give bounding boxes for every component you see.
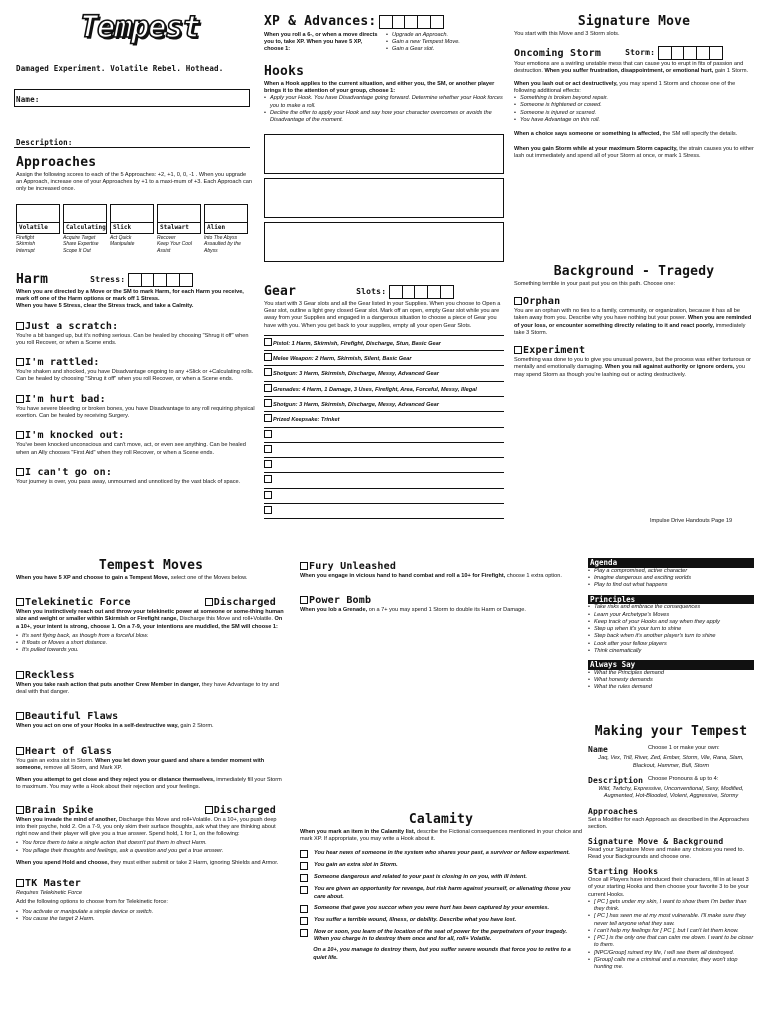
making-descs: Wild, Twitchy, Expressive, Unconventional, Sexy, Modified, Augmented, Hot-Blooded, Violent, Aggressive, Stormy	[598, 786, 744, 800]
background-option-title	[514, 295, 754, 308]
approaches-heading: Approaches	[16, 155, 97, 170]
move-name: Fury Unleashed	[309, 561, 397, 572]
making-approaches-text: Set a Modifier for each Approach as described in the Approaches section.	[588, 817, 750, 831]
background-options	[514, 295, 754, 379]
starting-hook: • [ PC ] is the only one that can calm me down. I want to be closer to them.	[588, 935, 754, 950]
hook-box[interactable]	[264, 178, 504, 218]
calamity-text: Now or soon, you learn of the location of the seat of power for the perpetrators of your tragedy. When you charge in to destroy them once and for all, roll+ Volatile.	[314, 928, 568, 943]
gear-item-text: Shotgun: 3 Harm, Skirmish, Discharge, Messy, Advanced Gear	[273, 371, 439, 378]
background-text: You are an orphan with no ties to a family, community, or organization, because it has all be taken away from you. Describe why you have nothing but your power.	[514, 308, 740, 322]
storm-effect: • Someone is injured or scarred.	[514, 110, 754, 117]
principles-heading: Principles	[588, 595, 754, 605]
background-text-bold: When you are reminded of your loss, or encounter something directly relating to it and react poorly,	[514, 315, 752, 329]
approach-moves	[16, 235, 252, 255]
approach-name: Calculating	[66, 223, 106, 231]
extra-moves	[300, 560, 580, 615]
approaches-text: Assign the following scores to each of the 5 Approaches: +2, +1, 0, 0, -1 . When you upgrade an Approach, increase one of your Approaches by +1 to a maxi-mum of +3. Each Approach can only be increased once.	[16, 171, 253, 193]
move-name: Telekinetic Force	[25, 597, 131, 609]
approach-move: Act Quick	[110, 234, 132, 241]
always-say-heading: Always Say	[588, 660, 754, 670]
starting-hook: • [NPC/Group] ruined my life, I will see them all destroyed.	[588, 950, 754, 957]
agenda-item: • Imagine dangerous and exciting worlds	[588, 575, 754, 582]
hook-option: • Decline the offer to apply your Hook and say how your character overcomes or avoids the Disadvantage of the moment.	[264, 110, 504, 125]
move-text: immediately fill your Storm to maximum. You may write a Hook about their rejection and your feelings.	[16, 777, 282, 791]
stress-track[interactable]	[129, 273, 193, 287]
xp-options	[386, 32, 460, 54]
discharged-checkbox[interactable]	[205, 598, 213, 606]
hook-box[interactable]	[264, 134, 504, 174]
harm-level-title	[16, 320, 256, 333]
move-text: When you lob a Grenade,	[300, 607, 368, 614]
harm-level-text: Your journey is over, you pass away, unmourned and unnoticed by the vast black of space.	[16, 478, 241, 485]
agenda-heading: Agenda	[588, 558, 754, 568]
gear-checkbox[interactable]	[264, 506, 272, 514]
approach-name: Stalwart	[158, 222, 200, 233]
hook-box[interactable]	[264, 222, 504, 262]
always-say-list	[588, 670, 754, 692]
background-text-tail: immediately take 3 Storm.	[514, 322, 746, 336]
move-option: • You cause the target 2 Harm.	[16, 916, 286, 923]
storm-track[interactable]	[659, 46, 723, 60]
move-text: On a 10+, your intent is strong, choose 1. On a 7-9, your intentions are muddled, the SM will choose 1:	[16, 616, 283, 630]
gear-item	[264, 335, 504, 350]
starting-hook: • [ PC ] has seen me at my most vulnerable. I'll make sure they never tell anyone what they saw.	[588, 913, 754, 928]
move-name: Power Bomb	[309, 595, 372, 607]
background-option-text	[514, 308, 754, 337]
stress-label: Stress:	[90, 275, 126, 285]
approach-move-list	[63, 235, 107, 255]
approach-move: Share Expertise	[63, 241, 99, 248]
background-checkbox[interactable]	[514, 297, 522, 305]
storm-text-a: Your emotions are a swirling unstable mess that can cause you to erupt in fits of passion and destruction.	[514, 61, 744, 75]
calamity-checkbox[interactable]	[300, 929, 308, 937]
move-text: When you instinctively reach out and throw your telekinetic power at someone or some-thing human size and weight or smaller within Skirmish or Firefight range,	[16, 609, 284, 623]
move-text: choose 1 extra option.	[506, 573, 562, 579]
move-option: • It floats or Moves a short distance.	[16, 640, 286, 647]
storm-label: Storm:	[625, 47, 656, 57]
approach-move-list	[157, 235, 201, 255]
harm-level-name: Just a scratch:	[25, 320, 119, 332]
background-text: Something was done to you to give you unusual powers, but the process was either torturous or mentally and emotionally damaging.	[514, 357, 751, 371]
moves-intro: When you have 5 XP and choose to gain a Tempest Move,	[16, 574, 170, 581]
page-logo: Tempest	[80, 10, 200, 45]
move-text: they have Advantage to try and deal with that danger.	[16, 681, 280, 696]
gear-item-text: Pistol: 1 Harm, Skirmish, Firefight, Discharge, Stun, Basic Gear	[273, 340, 441, 347]
approach-move: Scope It Out	[63, 248, 91, 255]
gear-checkbox[interactable]	[264, 460, 272, 468]
harm-level-title	[16, 393, 256, 406]
making-desc-heading: Description	[588, 775, 644, 785]
harm-level-text: You're shaken and shocked, you have Disadvantage ongoing to any +Slick or +Calculating rolls. Can be healed by choosing "Shrug it off" when you roll Recover, or when a Scene ends.	[16, 369, 254, 383]
approach-box[interactable]	[110, 204, 154, 234]
calamity-text: On a 10+, you manage to destroy them, but you suffer severe wounds that force you to retire to a quiet life.	[313, 947, 571, 961]
starting-hook: • [Group] calls me a criminal and a monster, they won't stop hunting me.	[588, 957, 754, 972]
background-heading: Background - Tragedy	[553, 264, 715, 279]
calamity-intro: When you mark an item in the Calamity list,	[300, 828, 416, 835]
signature-intro: You start with this Move and 3 Storm slots.	[514, 30, 620, 37]
gear-item	[264, 365, 504, 380]
harm-level-name: I'm rattled:	[25, 357, 100, 369]
making-hooks-text: Once all Players have introduced their characters, fill in at least 3 of your starting Hooks and then choose your favorite 3 to be your current Hooks.	[588, 876, 749, 898]
approach-move-list	[110, 235, 154, 255]
calamity-intro-c: describe the Fictional consequences mentioned in your choice and mark XP. If appropriate, you may write a Hook about it.	[300, 828, 583, 843]
background-text-tail: you may spend Storm as though you're lashing out or acting destructively.	[514, 364, 746, 378]
storm-text-b: When you lash out or act destructively,	[514, 80, 618, 87]
calamity-list	[300, 850, 582, 962]
calamity-item	[300, 874, 582, 882]
harm-intro: When you are directed by a Move or the SM to mark Harm, for each Harm you receive, mark off one of the Harm options or mark off 1 Stress.	[16, 288, 244, 303]
calamity-item	[300, 850, 582, 858]
move-checkbox[interactable]	[16, 879, 24, 887]
storm-text-d: When you gain Storm while at your maximum Storm capacity,	[514, 145, 678, 152]
harm-level-title	[16, 356, 256, 369]
gear-checkbox[interactable]	[264, 414, 272, 422]
hooks-text: When a Hook applies to the current situation, and either you, the SM, or another player brings it to the attention of your group, choose 1:	[264, 80, 495, 95]
harm-levels	[16, 320, 256, 486]
gear-item	[264, 427, 504, 442]
gear-checkbox[interactable]	[264, 399, 272, 407]
calamity-checkbox[interactable]	[300, 862, 308, 870]
harm-checkbox[interactable]	[16, 358, 24, 366]
calamity-item	[300, 886, 582, 901]
harm-checkbox[interactable]	[16, 395, 24, 403]
background-option-text	[514, 357, 754, 379]
approach-move: Into The Abyss	[204, 234, 238, 241]
calamity-text: You suffer a terrible wound, illness, or debility. Describe what you have lost.	[314, 916, 517, 923]
gear-checkbox[interactable]	[264, 338, 272, 346]
name-field[interactable]	[14, 89, 250, 107]
principle-item: • Look after your fellow players	[588, 641, 754, 648]
move-text: When you take rash action that puts another Crew Member in danger,	[16, 681, 201, 688]
principle-item: • Keep track of your Hooks and say when they apply	[588, 619, 754, 626]
harm-level-text: You're a bit banged up, but it's nothing serious. Can be healed by choosing "Shrug it off" when you roll Recover, or when a Scene ends.	[16, 332, 249, 346]
discharged-checkbox[interactable]	[205, 806, 213, 814]
making-desc-intro: Choose Pronouns & up to 4:	[648, 775, 719, 782]
harm-heading: Harm	[16, 272, 49, 287]
move-options	[16, 909, 286, 924]
gear-checkbox[interactable]	[264, 430, 272, 438]
storm-text-a-b: When you suffer frustration, disappointment, or emotional hurt,	[544, 68, 714, 75]
harm-intro-b: When you have 5 Stress, clear the Stress track, and take a Calmity.	[16, 303, 194, 310]
move-text: Discharge this Move and roll+Volatile. On a 10+, you push deep into their psyche, hold 2. On a 7-9, you only skim their surface thoughts, ask what they are thinking about right now and their player will give you a true answer. Spend hold, 1 for 1, on the following:	[16, 816, 277, 838]
gear-checkbox[interactable]	[264, 384, 272, 392]
approach-move-list	[16, 235, 60, 255]
principle-item: • Think cinematically	[588, 648, 754, 655]
moves-heading: Tempest Moves	[98, 558, 204, 573]
gear-item	[264, 457, 504, 472]
calamity-checkbox[interactable]	[300, 874, 308, 882]
gear-checkbox[interactable]	[264, 475, 272, 483]
gear-item	[264, 350, 504, 365]
move-text: When you engage in vicious hand to hand combat and roll a 10+ for Firefight,	[300, 573, 506, 579]
gear-text: You start with 3 Gear slots and all the Gear listed in your Supplies. When you choose to Open a Gear slot, outline a light grey closed Gear slot. Mark off an open, empty Gear slot while you are away from your Supplies and engaged in a dangerous situation to choose a piece of Gear you have with you. When you get back to your supplies, empty all your open Gear Slots.	[264, 300, 501, 329]
making-approaches-heading: Approaches	[588, 806, 639, 816]
approach-move: Firefight	[16, 234, 35, 241]
gear-item	[264, 442, 504, 457]
harm-level-text: You've been knocked unconscious and can't move, act, or even see anything. Can be healed when an Ally chooses "First Aid" when they roll Recover, or when a Scene ends.	[16, 442, 246, 456]
calamity-text: You gain an extra slot in Storm.	[314, 862, 398, 869]
approaches-section	[16, 155, 252, 255]
approach-move: Skirmish	[16, 241, 36, 248]
moves-section	[16, 558, 286, 923]
calamity-text: You hear news of someone in the system who shares your past, a survivor or fellow experiment.	[314, 850, 570, 857]
calamity-checkbox[interactable]	[300, 850, 308, 858]
move-checkbox[interactable]	[16, 671, 24, 679]
agenda-item: • Play a compromised, active character	[588, 568, 754, 575]
always-say-item: • What the Principles demand	[588, 670, 754, 677]
gear-item	[264, 472, 504, 487]
starting-hooks-list	[588, 899, 754, 972]
calamity-text: You are given an opportunity for revenge, but risk harm against yourself, or alienating those you care about.	[314, 886, 571, 900]
storm-text-c: When a choice says someone or something is affected,	[514, 131, 662, 138]
name-label: Name:	[16, 95, 40, 104]
making-signature-heading: Signature Move & Background	[588, 836, 724, 846]
principle-item: • Step back when it's another player's turn to shine	[588, 633, 754, 640]
gear-checkbox[interactable]	[264, 445, 272, 453]
move-option: • You force them to take a single action that doesn't put them in direct Harm.	[16, 840, 286, 847]
hook-option: • Apply your Hook. You have Disadvantage going forward. Determine whether your Hook forces you to make a roll.	[264, 95, 504, 110]
move-name: Heart of Glass	[25, 745, 113, 757]
move-checkbox[interactable]	[300, 562, 308, 570]
storm-effects	[514, 95, 754, 124]
agenda-list	[588, 568, 754, 590]
harm-level-name: I can't go on:	[25, 466, 113, 478]
making-name-intro: Choose 1 or make your own:	[648, 744, 720, 751]
gear-item	[264, 411, 504, 426]
background-section	[514, 264, 754, 379]
background-option-name: Orphan	[523, 296, 561, 308]
move-checkbox[interactable]	[300, 596, 308, 604]
harm-level-name: I'm knocked out:	[25, 430, 125, 442]
approach-move: Keep Your Cool	[157, 241, 192, 248]
background-option-name: Experiment	[523, 345, 586, 357]
move-checkbox[interactable]	[16, 806, 24, 814]
move-text: When you invade the mind of another,	[16, 816, 118, 823]
making-name-heading: Name	[588, 744, 609, 754]
approach-move: Acquire Target	[63, 234, 96, 241]
approach-move: Assist	[157, 248, 171, 255]
calamity-item	[300, 917, 582, 925]
calamity-checkbox[interactable]	[300, 905, 308, 913]
principles-list	[588, 604, 754, 655]
move-text: When you spend Hold and choose,	[16, 859, 109, 866]
gear-item-text: Prized Keepsake: Trinket	[273, 417, 340, 424]
move-text: remove all Storm, and Mark XP.	[43, 764, 123, 771]
starting-hook: • I can't help my feelings for [ PC ], but I can't let them know.	[588, 928, 754, 935]
approach-move: Recover	[157, 234, 176, 241]
signature-section	[514, 14, 754, 160]
approach-name: Alien	[205, 222, 247, 233]
agenda-item: • Play to find out what happens	[588, 582, 754, 589]
approach-move: Abyss	[204, 248, 218, 255]
approach-move: Manipulate	[110, 241, 135, 248]
making-heading: Making your Tempest	[594, 724, 748, 739]
move-name: Brain Spike	[25, 804, 94, 816]
harm-level-title	[16, 466, 256, 479]
storm-text-a-c: gain 1 Storm.	[714, 68, 749, 75]
approach-boxes	[16, 204, 252, 234]
xp-section	[264, 14, 504, 54]
move-name: Reckless	[25, 669, 75, 681]
background-text-bold: When you rail against authority or ignore orders,	[604, 364, 735, 371]
oncoming-storm-title: Oncoming Storm	[514, 47, 602, 59]
move-options	[16, 840, 286, 855]
move-text: Discharge this Move and roll+Volatile.	[179, 616, 273, 623]
gear-item-text: Melee Weapon: 2 Harm, Skirmish, Silent, Basic Gear	[273, 356, 412, 363]
xp-option: • Gain a new Tempest Move.	[386, 39, 460, 46]
approach-move: Assaulted by the	[204, 241, 241, 248]
harm-level-title	[16, 429, 256, 442]
approach-name: Volatile	[17, 222, 59, 233]
approach-move: Interrupt	[16, 248, 35, 255]
always-say-item: • What honesty demands	[588, 677, 754, 684]
calamity-section	[300, 812, 582, 966]
gear-item	[264, 503, 504, 519]
move-checkbox[interactable]	[16, 747, 24, 755]
making-section	[588, 724, 754, 971]
rules-sidebar	[588, 558, 754, 692]
xp-option: • Upgrade an Approach.	[386, 32, 460, 39]
moves-intro-c: select one of the Moves below.	[170, 574, 248, 581]
xp-option: • Gain a Gear slot.	[386, 46, 460, 53]
background-intro: Something terrible in your past put you on this path. Choose one:	[514, 280, 676, 287]
background-checkbox[interactable]	[514, 346, 522, 354]
gear-item	[264, 488, 504, 503]
starting-hook: • [ PC ] gets under my skin, I want to show them I'm better than they think.	[588, 899, 754, 914]
always-say-item: • What the rules demand	[588, 684, 754, 691]
storm-effect: • Someone is frightened or cowed.	[514, 102, 754, 109]
move-tag: Discharged	[213, 804, 276, 816]
approach-box[interactable]	[157, 204, 201, 234]
calamity-checkbox[interactable]	[300, 886, 308, 894]
calamity-item	[300, 947, 582, 962]
description-field[interactable]	[14, 147, 250, 148]
gear-item	[264, 381, 504, 396]
archetype-tagline: Damaged Experiment. Volatile Rebel. Hothead.	[16, 64, 224, 73]
move-text: When you act on one of your Hooks in a self-destructive way,	[16, 723, 179, 730]
calamity-text: Someone that gave you succor when you were hurt has been captured by your enemies.	[314, 904, 550, 911]
principle-item: • Step up when it's your turn to shine	[588, 626, 754, 633]
move-text: they must either submit or take 2 Harm, ignoring Shields and Armor.	[110, 859, 279, 866]
description-label: Description:	[16, 138, 73, 147]
move-text: gain 2 Storm.	[180, 723, 214, 730]
making-names: Jaq, Vex, Trill, River, Zed, Ember, Storm, Vile, Rana, Slam, Blackout, Hammer, Bull, Storm	[598, 755, 744, 769]
calamity-item	[300, 929, 582, 944]
storm-text-c-c: the SM will specify the details.	[662, 131, 738, 138]
approach-name: Slick	[111, 222, 153, 233]
move-name: Beautiful Flaws	[25, 711, 119, 723]
approach-box[interactable]	[16, 204, 60, 234]
hooks-section	[264, 64, 504, 266]
making-hooks-heading: Starting Hooks	[588, 866, 659, 876]
gear-section	[264, 284, 504, 519]
harm-checkbox[interactable]	[16, 468, 24, 476]
storm-text-d-c: the strain causes you to either lash out immediately and spend all of your Storm at once, or mark 1 Stress.	[514, 145, 754, 159]
gear-checkbox[interactable]	[264, 368, 272, 376]
gear-slots-track[interactable]	[390, 285, 454, 299]
gear-item-text: Shotgun: 3 Harm, Skirmish, Discharge, Messy, Advanced Gear	[273, 402, 439, 409]
move-option: • You activate or manipulate a simple device or switch.	[16, 909, 286, 916]
harm-section	[16, 272, 256, 486]
harm-checkbox[interactable]	[16, 322, 24, 330]
calamity-item	[300, 862, 582, 870]
move-text: You gain an extra slot in Storm.	[16, 757, 94, 764]
move-text: When you attempt to get close and they reject you or distance themselves,	[16, 777, 215, 784]
hooks-heading: Hooks	[264, 64, 305, 79]
xp-heading: XP & Advances:	[264, 14, 377, 29]
move-tag: Discharged	[213, 597, 276, 609]
move-text: on a 7+ you may spend 1 Storm to double its Harm or Damage.	[368, 607, 526, 614]
approach-move-list	[204, 235, 248, 255]
move-name: TK Master	[25, 878, 81, 890]
move-option: • It's sent flying back, as though from a forceful blow.	[16, 633, 286, 640]
gear-item-text: Grenades: 4 Harm, 1 Damage, 3 Uses, Firefight, Area, Forceful, Messy, Illegal	[273, 386, 477, 393]
move-checkbox[interactable]	[16, 712, 24, 720]
calamity-checkbox[interactable]	[300, 917, 308, 925]
gear-heading: Gear	[264, 284, 297, 299]
harm-level-text: You have severe bleeding or broken bones, you have Disadvantage to any roll requiring physical exertion. Can be healed by receiving Surgery.	[16, 405, 255, 420]
approach-box[interactable]	[204, 204, 248, 234]
background-option-title	[514, 344, 754, 357]
storm-effect: • Something is broken beyond repair.	[514, 95, 754, 102]
principle-item: • Learn your Archetype's Moves	[588, 612, 754, 619]
move-option: • It's pulled towards you.	[16, 647, 286, 654]
principle-item: • Take risks and embrace the consequences	[588, 604, 754, 611]
gear-item	[264, 396, 504, 411]
slots-label: Slots:	[356, 287, 387, 297]
calamity-text: Someone dangerous and related to your past is closing in on you, with ill intent.	[314, 874, 527, 881]
gear-checkbox[interactable]	[264, 491, 272, 499]
harm-checkbox[interactable]	[16, 431, 24, 439]
move-checkbox[interactable]	[16, 598, 24, 606]
gear-list	[264, 335, 504, 519]
signature-heading: Signature Move	[577, 14, 691, 29]
xp-text: When you roll a 6-, or when a move directs you to, take XP. When you have 5 XP, choose 1:	[264, 31, 378, 53]
calamity-heading: Calamity	[408, 812, 474, 827]
move-text: Add the following options to choose from for Telekinetic force:	[16, 899, 168, 906]
calamity-item	[300, 905, 582, 913]
move-text: When you let down your guard and share a tender moment with someone,	[16, 757, 265, 771]
hooks-options	[264, 95, 504, 124]
storm-text-b-c: you may spend 1 Storm and choose one of the following additional effects:	[514, 80, 736, 94]
making-signature-text: Read your Signature Move and make any choices you need to. Read your Backgrounds and choose one.	[588, 847, 745, 861]
move-requirement: Requires Telekinetic Force	[16, 890, 83, 897]
storm-effect: • You have Advantage on this roll.	[514, 117, 754, 124]
page-footer: Impulse Drive Handouts Page 19	[650, 518, 733, 524]
xp-track[interactable]	[380, 15, 444, 29]
harm-level-name: I'm hurt bad:	[25, 393, 106, 405]
move-options	[16, 633, 286, 655]
move-option: • You pillage their thoughts and feelings, ask a question and you get a true answer.	[16, 848, 286, 855]
gear-checkbox[interactable]	[264, 353, 272, 361]
approach-box[interactable]	[63, 204, 107, 234]
